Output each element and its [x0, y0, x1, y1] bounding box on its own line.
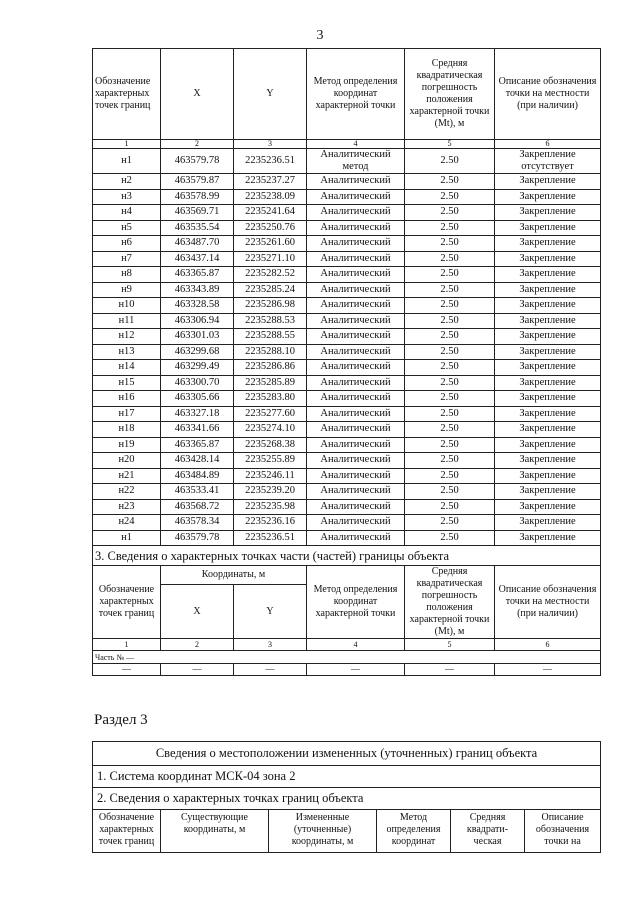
point-id-cell: н4: [93, 205, 161, 221]
mt-cell: 2.50: [405, 406, 495, 422]
x-cell: 463327.18: [161, 406, 234, 422]
column-number: 2: [161, 140, 234, 149]
method-cell: Аналитический: [307, 298, 405, 314]
table-row: [93, 313, 601, 329]
x-cell: 463365.87: [161, 437, 234, 453]
table-row: [93, 189, 601, 205]
point-id-cell: н13: [93, 344, 161, 360]
empty-cell: —: [161, 664, 234, 676]
method-cell: Аналитический: [307, 282, 405, 298]
x-cell: 463579.87: [161, 174, 234, 190]
point-id-cell: н10: [93, 298, 161, 314]
section3-header-point: Обозначение характерных точек границ: [93, 566, 161, 639]
empty-cell: —: [495, 664, 601, 676]
point-id-cell: н15: [93, 375, 161, 391]
description-cell: Закрепление: [495, 236, 601, 252]
table-row: [93, 236, 601, 252]
section3-header-row: [93, 566, 601, 585]
empty-cell: —: [93, 664, 161, 676]
description-cell: Закрепление: [495, 515, 601, 531]
method-cell: Аналитический: [307, 406, 405, 422]
point-id-cell: н21: [93, 468, 161, 484]
y-cell: 2235241.64: [234, 205, 307, 221]
x-cell: 463306.94: [161, 313, 234, 329]
method-cell: Аналитический: [307, 391, 405, 407]
x-cell: 463578.99: [161, 189, 234, 205]
table-row: [93, 267, 601, 283]
razdel-subsection-row: [93, 788, 601, 810]
x-cell: 463365.87: [161, 267, 234, 283]
empty-cell: —: [234, 664, 307, 676]
point-id-cell: н19: [93, 437, 161, 453]
description-cell: Закрепление: [495, 484, 601, 500]
description-cell: Закрепление: [495, 468, 601, 484]
method-cell: Аналитический: [307, 189, 405, 205]
table-row: [93, 251, 601, 267]
header-point: Обозначение характерных точек границ: [93, 49, 161, 140]
method-cell: Аналитический: [307, 329, 405, 345]
description-cell: Закрепление: [495, 422, 601, 438]
mt-cell: 2.50: [405, 360, 495, 376]
method-cell: Аналитический: [307, 205, 405, 221]
method-cell: Аналитический: [307, 530, 405, 546]
table-row: [93, 205, 601, 221]
table-row: [93, 499, 601, 515]
y-cell: 2235250.76: [234, 220, 307, 236]
description-cell: Закрепление: [495, 267, 601, 283]
mt-cell: 2.50: [405, 344, 495, 360]
x-cell: 463328.58: [161, 298, 234, 314]
x-cell: 463301.03: [161, 329, 234, 345]
y-cell: 2235261.60: [234, 236, 307, 252]
section3-title-row: [93, 546, 601, 566]
column-number: 4: [307, 639, 405, 651]
method-cell: Аналитический: [307, 360, 405, 376]
table-row: [93, 375, 601, 391]
table-row: [93, 329, 601, 345]
description-cell: Закрепление: [495, 375, 601, 391]
x-cell: 463533.41: [161, 484, 234, 500]
y-cell: 2235288.53: [234, 313, 307, 329]
method-cell: Аналитический: [307, 468, 405, 484]
method-cell: Аналитический: [307, 437, 405, 453]
description-cell: Закрепление: [495, 329, 601, 345]
page-number: 3: [316, 28, 324, 43]
mt-cell: 2.50: [405, 267, 495, 283]
mt-cell: 2.50: [405, 437, 495, 453]
description-cell: Закрепление: [495, 282, 601, 298]
point-id-cell: н14: [93, 360, 161, 376]
mt-cell: 2.50: [405, 220, 495, 236]
column-number: 2: [161, 639, 234, 651]
method-cell: Аналитический: [307, 375, 405, 391]
point-id-cell: н17: [93, 406, 161, 422]
point-id-cell: н20: [93, 453, 161, 469]
mt-cell: 2.50: [405, 484, 495, 500]
y-cell: 2235237.27: [234, 174, 307, 190]
description-cell: Закрепление: [495, 205, 601, 221]
x-cell: 463343.89: [161, 282, 234, 298]
table-row: [93, 174, 601, 190]
column-number: 1: [93, 639, 161, 651]
point-id-cell: н23: [93, 499, 161, 515]
x-cell: 463569.71: [161, 205, 234, 221]
table-row: [93, 406, 601, 422]
method-cell: Аналитический: [307, 515, 405, 531]
section3-header-description: Описание обозначения точки на местности (при наличии): [495, 566, 601, 639]
y-cell: 2235236.51: [234, 149, 307, 174]
x-cell: 463305.66: [161, 391, 234, 407]
empty-cell: —: [307, 664, 405, 676]
method-cell: Аналитический метод: [307, 149, 405, 174]
y-cell: 2235286.98: [234, 298, 307, 314]
description-cell: Закрепление: [495, 391, 601, 407]
y-cell: 2235236.51: [234, 530, 307, 546]
razdel-table-title: Сведения о местоположении измененных (уточненных) границ объекта: [93, 742, 601, 766]
mt-cell: 2.50: [405, 515, 495, 531]
table-row: [93, 220, 601, 236]
method-cell: Аналитический: [307, 236, 405, 252]
table-row: [93, 437, 601, 453]
table-row: [93, 468, 601, 484]
description-cell: Закрепление: [495, 406, 601, 422]
method-cell: Аналитический: [307, 267, 405, 283]
x-cell: 463535.54: [161, 220, 234, 236]
mt-cell: 2.50: [405, 251, 495, 267]
mt-cell: 2.50: [405, 499, 495, 515]
description-cell: Закрепление: [495, 453, 601, 469]
method-cell: Аналитический: [307, 251, 405, 267]
header-y: Y: [234, 49, 307, 140]
section3-header-method: Метод определения координат характерной точки: [307, 566, 405, 639]
table-row: [93, 360, 601, 376]
y-cell: 2235255.89: [234, 453, 307, 469]
description-cell: Закрепление: [495, 437, 601, 453]
y-cell: 2235285.24: [234, 282, 307, 298]
point-id-cell: н6: [93, 236, 161, 252]
point-id-cell: н9: [93, 282, 161, 298]
point-id-cell: н5: [93, 220, 161, 236]
section3-part-row: [93, 651, 601, 664]
x-cell: 463437.14: [161, 251, 234, 267]
method-cell: Аналитический: [307, 499, 405, 515]
y-cell: 2235288.55: [234, 329, 307, 345]
point-id-cell: н12: [93, 329, 161, 345]
column-number: 6: [495, 140, 601, 149]
column-number: 3: [234, 639, 307, 651]
point-id-cell: н1: [93, 149, 161, 174]
x-cell: 463484.89: [161, 468, 234, 484]
y-cell: 2235236.16: [234, 515, 307, 531]
coordinate-system: 1. Система координат МСК-04 зона 2: [93, 766, 601, 788]
point-id-cell: н11: [93, 313, 161, 329]
x-cell: 463579.78: [161, 530, 234, 546]
y-cell: 2235271.10: [234, 251, 307, 267]
point-id-cell: н16: [93, 391, 161, 407]
boundary-points-table: [92, 48, 601, 676]
x-cell: 463568.72: [161, 499, 234, 515]
mt-cell: 2.50: [405, 530, 495, 546]
mt-cell: 2.50: [405, 282, 495, 298]
table-row: [93, 344, 601, 360]
section3-header-y: Y: [234, 585, 307, 639]
description-cell: Закрепление: [495, 360, 601, 376]
section3-header-mt: Средняя квадратическая погрешность положения характерной точки (Mt), м: [405, 566, 495, 639]
table-row: [93, 422, 601, 438]
description-cell: Закрепление: [495, 189, 601, 205]
razdel-subsection: 2. Сведения о характерных точках границ объекта: [93, 788, 601, 810]
mt-cell: 2.50: [405, 298, 495, 314]
description-cell: Закрепление: [495, 220, 601, 236]
y-cell: 2235282.52: [234, 267, 307, 283]
description-cell: Закрепление: [495, 298, 601, 314]
point-id-cell: н18: [93, 422, 161, 438]
description-cell: Закрепление: [495, 174, 601, 190]
description-cell: Закрепление отсутствует: [495, 149, 601, 174]
table-row: [93, 149, 601, 174]
coordinate-system-row: [93, 766, 601, 788]
point-id-cell: н3: [93, 189, 161, 205]
mt-cell: 2.50: [405, 236, 495, 252]
x-cell: 463299.49: [161, 360, 234, 376]
column-number: 3: [234, 140, 307, 149]
description-cell: Закрепление: [495, 530, 601, 546]
method-cell: Аналитический: [307, 422, 405, 438]
table-row: [93, 298, 601, 314]
mt-cell: 2.50: [405, 453, 495, 469]
razdel-table-title-row: [93, 742, 601, 766]
column-number: 6: [495, 639, 601, 651]
description-cell: Закрепление: [495, 499, 601, 515]
y-cell: 2235288.10: [234, 344, 307, 360]
mt-cell: 2.50: [405, 391, 495, 407]
razdel-header-existing: Существующие координаты, м: [161, 810, 269, 853]
header-description: Описание обозначения точки на местности (при наличии): [495, 49, 601, 140]
description-cell: Закрепление: [495, 251, 601, 267]
column-number: 1: [93, 140, 161, 149]
x-cell: 463300.70: [161, 375, 234, 391]
x-cell: 463579.78: [161, 149, 234, 174]
y-cell: 2235246.11: [234, 468, 307, 484]
section-heading: Раздел 3: [94, 712, 148, 728]
x-cell: 463487.70: [161, 236, 234, 252]
mt-cell: 2.50: [405, 329, 495, 345]
section3-title: 3. Сведения о характерных точках части (частей) границы объекта: [93, 546, 601, 566]
x-cell: 463428.14: [161, 453, 234, 469]
section3-column-number-row: [93, 639, 601, 651]
column-number-row: [93, 140, 601, 149]
razdel-header-mt: Средняя квадрати-ческая: [451, 810, 525, 853]
table-row: [93, 453, 601, 469]
mt-cell: 2.50: [405, 375, 495, 391]
table-row: [93, 484, 601, 500]
method-cell: Аналитический: [307, 220, 405, 236]
y-cell: 2235239.20: [234, 484, 307, 500]
mt-cell: 2.50: [405, 174, 495, 190]
y-cell: 2235235.98: [234, 499, 307, 515]
razdel-header-changed: Измененные (уточненные) координаты, м: [269, 810, 377, 853]
section3-header-coords: Координаты, м: [161, 566, 307, 585]
mt-cell: 2.50: [405, 468, 495, 484]
y-cell: 2235286.86: [234, 360, 307, 376]
mt-cell: 2.50: [405, 149, 495, 174]
header-method: Метод определения координат характерной точки: [307, 49, 405, 140]
table-header-row: [93, 49, 601, 140]
mt-cell: 2.50: [405, 422, 495, 438]
razdel-header-point: Обозначение характерных точек границ: [93, 810, 161, 853]
point-id-cell: н2: [93, 174, 161, 190]
column-number: 4: [307, 140, 405, 149]
razdel-header-method: Метод определения координат: [377, 810, 451, 853]
column-number: 5: [405, 140, 495, 149]
header-mt: Средняя квадратическая погрешность положения характерной точки (Mt), м: [405, 49, 495, 140]
y-cell: 2235283.80: [234, 391, 307, 407]
mt-cell: 2.50: [405, 189, 495, 205]
header-x: X: [161, 49, 234, 140]
y-cell: 2235268.38: [234, 437, 307, 453]
description-cell: Закрепление: [495, 313, 601, 329]
point-id-cell: н24: [93, 515, 161, 531]
changed-boundaries-table: [92, 741, 601, 853]
y-cell: 2235238.09: [234, 189, 307, 205]
mt-cell: 2.50: [405, 313, 495, 329]
y-cell: 2235277.60: [234, 406, 307, 422]
method-cell: Аналитический: [307, 313, 405, 329]
x-cell: 463578.34: [161, 515, 234, 531]
description-cell: Закрепление: [495, 344, 601, 360]
point-id-cell: н1: [93, 530, 161, 546]
table-row: [93, 282, 601, 298]
method-cell: Аналитический: [307, 453, 405, 469]
point-id-cell: н8: [93, 267, 161, 283]
section3-header-x: X: [161, 585, 234, 639]
method-cell: Аналитический: [307, 484, 405, 500]
razdel-header-description: Описание обозначения точки на: [525, 810, 601, 853]
method-cell: Аналитический: [307, 344, 405, 360]
table-row: [93, 391, 601, 407]
section3-part-label: Часть № —: [93, 651, 601, 664]
x-cell: 463299.68: [161, 344, 234, 360]
method-cell: Аналитический: [307, 174, 405, 190]
y-cell: 2235274.10: [234, 422, 307, 438]
point-id-cell: н7: [93, 251, 161, 267]
x-cell: 463341.66: [161, 422, 234, 438]
mt-cell: 2.50: [405, 205, 495, 221]
empty-cell: —: [405, 664, 495, 676]
section3-empty-row: [93, 664, 601, 676]
column-number: 5: [405, 639, 495, 651]
razdel-header-row: [93, 810, 601, 853]
table-row: [93, 515, 601, 531]
y-cell: 2235285.89: [234, 375, 307, 391]
table-row: [93, 530, 601, 546]
point-id-cell: н22: [93, 484, 161, 500]
